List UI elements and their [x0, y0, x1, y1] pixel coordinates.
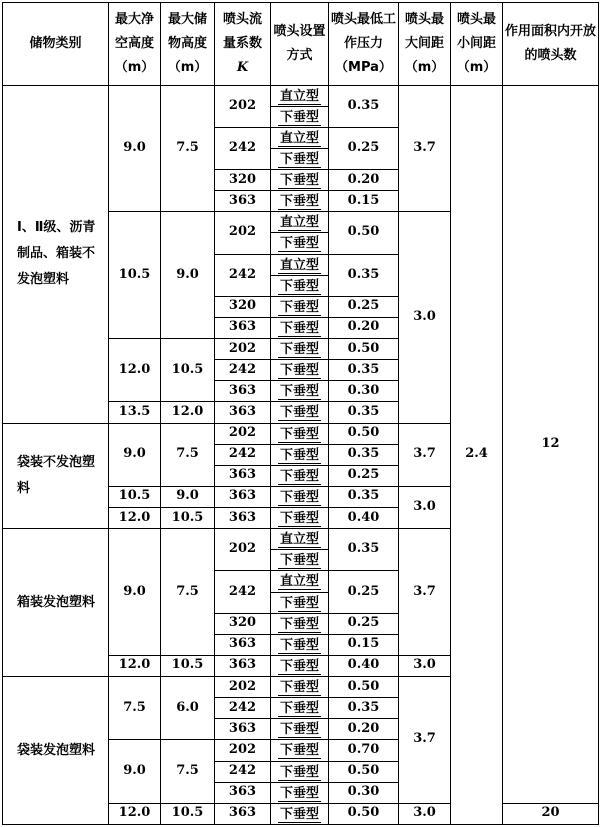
k-factor: 242 [215, 360, 271, 381]
install-mode [271, 296, 329, 317]
max-clear-height: 12.0 [109, 339, 161, 402]
min-pressure: 0.25 [329, 613, 399, 634]
k-factor: 320 [215, 296, 271, 317]
k-factor: 363 [215, 402, 271, 423]
max-clear-height: 9.0 [109, 423, 161, 486]
install-mode-label: 下垂型 [279, 109, 319, 125]
install-mode [271, 655, 329, 676]
max-clear-height: 9.0 [109, 740, 161, 803]
min-pressure: 0.70 [329, 740, 399, 761]
install-mode-label: 下垂型 [279, 616, 319, 632]
k-factor: 363 [215, 508, 271, 529]
install-mode [271, 212, 329, 233]
k-factor: 242 [215, 444, 271, 465]
header-open-heads: 作用面积内开放的喷头数 [503, 3, 599, 86]
install-mode [271, 613, 329, 634]
max-clear-height: 12.0 [109, 803, 161, 824]
max-spacing: 3.7 [399, 423, 451, 486]
k-factor: 320 [215, 170, 271, 191]
min-pressure: 0.30 [329, 381, 399, 402]
k-factor: 363 [215, 719, 271, 740]
install-mode-label: 下垂型 [279, 342, 319, 358]
min-pressure: 0.20 [329, 719, 399, 740]
install-mode-label: 下垂型 [279, 658, 319, 674]
max-clear-height: 12.0 [109, 508, 161, 529]
storage-category: 箱装发泡塑料 [3, 529, 109, 677]
max-spacing: 3.0 [399, 486, 451, 528]
install-mode [271, 761, 329, 782]
min-pressure: 0.25 [329, 571, 399, 613]
install-mode-label: 下垂型 [279, 764, 319, 780]
install-mode-label: 下垂型 [279, 320, 319, 336]
install-mode [271, 254, 329, 275]
install-mode [271, 233, 329, 254]
install-mode [271, 127, 329, 148]
install-mode-label: 下垂型 [279, 405, 319, 421]
storage-category: 袋装不发泡塑料 [3, 423, 109, 529]
min-pressure: 0.15 [329, 191, 399, 212]
k-symbol: K [236, 59, 249, 75]
max-clear-height: 10.5 [109, 486, 161, 507]
k-factor: 202 [215, 339, 271, 360]
min-pressure: 0.35 [329, 698, 399, 719]
k-factor: 202 [215, 423, 271, 444]
install-mode [271, 550, 329, 571]
max-storage-height: 7.5 [161, 529, 215, 656]
install-mode-label: 下垂型 [279, 785, 319, 801]
header-min-pressure: 喷头最低工作压力（MPa） [329, 3, 399, 86]
min-pressure: 0.15 [329, 634, 399, 655]
install-mode [271, 402, 329, 423]
open-heads: 20 [503, 803, 599, 824]
install-mode-label: 直立型 [279, 257, 319, 273]
min-pressure: 0.25 [329, 465, 399, 486]
max-storage-height: 7.5 [161, 740, 215, 803]
max-clear-height: 9.0 [109, 529, 161, 656]
install-mode-label: 下垂型 [279, 489, 319, 505]
install-mode [271, 740, 329, 761]
k-factor: 242 [215, 571, 271, 613]
header-max-spacing: 喷头最大间距（m） [399, 3, 451, 86]
install-mode [271, 339, 329, 360]
install-mode [271, 360, 329, 381]
k-factor: 202 [215, 85, 271, 127]
max-clear-height: 13.5 [109, 402, 161, 423]
max-storage-height: 10.5 [161, 508, 215, 529]
min-pressure: 0.20 [329, 317, 399, 338]
k-factor: 363 [215, 782, 271, 803]
install-mode [271, 571, 329, 592]
min-pressure: 0.50 [329, 803, 399, 824]
k-factor: 363 [215, 634, 271, 655]
install-mode [271, 317, 329, 338]
install-mode [271, 529, 329, 550]
max-storage-height: 6.0 [161, 677, 215, 740]
min-pressure: 0.35 [329, 402, 399, 423]
install-mode-label: 下垂型 [279, 151, 319, 167]
install-mode [271, 698, 329, 719]
header-storage-category: 储物类别 [3, 3, 109, 86]
min-pressure: 0.50 [329, 212, 399, 254]
install-mode [271, 423, 329, 444]
install-mode-label: 下垂型 [279, 806, 319, 822]
max-clear-height: 7.5 [109, 677, 161, 740]
k-factor: 363 [215, 381, 271, 402]
max-storage-height: 7.5 [161, 85, 215, 212]
min-pressure: 0.35 [329, 254, 399, 296]
install-mode-label: 下垂型 [279, 595, 319, 611]
install-mode-label: 直立型 [279, 215, 319, 231]
install-mode [271, 85, 329, 106]
min-pressure: 0.35 [329, 360, 399, 381]
install-mode-label: 下垂型 [279, 363, 319, 379]
install-mode-label: 下垂型 [279, 468, 319, 484]
install-mode [271, 803, 329, 824]
install-mode-label: 下垂型 [279, 173, 319, 189]
max-storage-height: 7.5 [161, 423, 215, 486]
install-mode [271, 719, 329, 740]
min-pressure: 0.40 [329, 655, 399, 676]
k-factor: 242 [215, 698, 271, 719]
install-mode-label: 直立型 [279, 574, 319, 590]
install-mode-label: 下垂型 [279, 680, 319, 696]
table-row [3, 85, 599, 106]
install-mode [271, 677, 329, 698]
max-spacing: 3.0 [399, 655, 451, 676]
max-spacing: 3.7 [399, 85, 451, 212]
max-storage-height: 10.5 [161, 339, 215, 402]
k-factor: 202 [215, 740, 271, 761]
min-pressure: 0.25 [329, 127, 399, 169]
install-mode-label: 直立型 [279, 532, 319, 548]
k-factor: 202 [215, 677, 271, 698]
install-mode-label: 下垂型 [279, 384, 319, 400]
install-mode-label: 直立型 [279, 130, 319, 146]
k-factor: 320 [215, 613, 271, 634]
storage-category: Ⅰ、Ⅱ级、沥青制品、箱装不发泡塑料 [3, 85, 109, 423]
max-clear-height: 9.0 [109, 85, 161, 212]
install-mode [271, 486, 329, 507]
max-storage-height: 9.0 [161, 212, 215, 339]
max-spacing: 3.7 [399, 677, 451, 804]
header-max-storage-height: 最大储物高度（m） [161, 3, 215, 86]
install-mode-label: 下垂型 [279, 426, 319, 442]
max-spacing: 3.7 [399, 529, 451, 656]
install-mode [271, 465, 329, 486]
min-pressure: 0.50 [329, 761, 399, 782]
install-mode-label: 下垂型 [279, 447, 319, 463]
min-pressure: 0.50 [329, 677, 399, 698]
install-mode-label: 下垂型 [279, 553, 319, 569]
install-mode [271, 191, 329, 212]
header-install-mode: 喷头设置方式 [271, 3, 329, 86]
open-heads: 12 [503, 85, 599, 803]
min-pressure: 0.30 [329, 782, 399, 803]
install-mode [271, 148, 329, 169]
min-pressure: 0.35 [329, 486, 399, 507]
k-factor: 202 [215, 212, 271, 254]
install-mode-label: 下垂型 [279, 743, 319, 759]
install-mode [271, 592, 329, 613]
header-max-clear-height: 最大净空高度（m） [109, 3, 161, 86]
install-mode [271, 782, 329, 803]
install-mode-label: 下垂型 [279, 299, 319, 315]
k-factor: 363 [215, 655, 271, 676]
min-pressure: 0.50 [329, 339, 399, 360]
k-factor: 363 [215, 465, 271, 486]
install-mode-label: 下垂型 [279, 194, 319, 210]
install-mode-label: 下垂型 [279, 236, 319, 252]
k-factor: 242 [215, 127, 271, 169]
sprinkler-design-table [2, 2, 599, 825]
min-spacing: 2.4 [451, 85, 503, 825]
k-factor: 242 [215, 254, 271, 296]
install-mode-label: 下垂型 [279, 701, 319, 717]
header-k-factor: 喷头流量系数 K [215, 3, 271, 86]
k-factor: 242 [215, 761, 271, 782]
min-pressure: 0.25 [329, 296, 399, 317]
header-min-spacing: 喷头最小间距（m） [451, 3, 503, 86]
install-mode [271, 508, 329, 529]
min-pressure: 0.35 [329, 444, 399, 465]
min-pressure: 0.40 [329, 508, 399, 529]
install-mode [271, 634, 329, 655]
install-mode [271, 106, 329, 127]
max-spacing: 3.0 [399, 212, 451, 423]
install-mode-label: 下垂型 [279, 511, 319, 527]
k-factor: 202 [215, 529, 271, 571]
install-mode [271, 444, 329, 465]
min-pressure: 0.35 [329, 529, 399, 571]
max-storage-height: 10.5 [161, 803, 215, 824]
storage-category: 袋装发泡塑料 [3, 677, 109, 825]
install-mode [271, 170, 329, 191]
install-mode [271, 275, 329, 296]
install-mode-label: 下垂型 [279, 722, 319, 738]
min-pressure: 0.50 [329, 423, 399, 444]
max-storage-height: 12.0 [161, 402, 215, 423]
k-factor: 363 [215, 803, 271, 824]
max-storage-height: 9.0 [161, 486, 215, 507]
install-mode [271, 381, 329, 402]
install-mode-label: 下垂型 [279, 637, 319, 653]
min-pressure: 0.35 [329, 85, 399, 127]
max-clear-height: 10.5 [109, 212, 161, 339]
max-clear-height: 12.0 [109, 655, 161, 676]
max-storage-height: 10.5 [161, 655, 215, 676]
min-pressure: 0.20 [329, 170, 399, 191]
max-spacing: 3.0 [399, 803, 451, 824]
k-factor: 363 [215, 486, 271, 507]
install-mode-label: 下垂型 [279, 278, 319, 294]
install-mode-label: 直立型 [279, 88, 319, 104]
k-factor: 363 [215, 317, 271, 338]
k-factor: 363 [215, 191, 271, 212]
